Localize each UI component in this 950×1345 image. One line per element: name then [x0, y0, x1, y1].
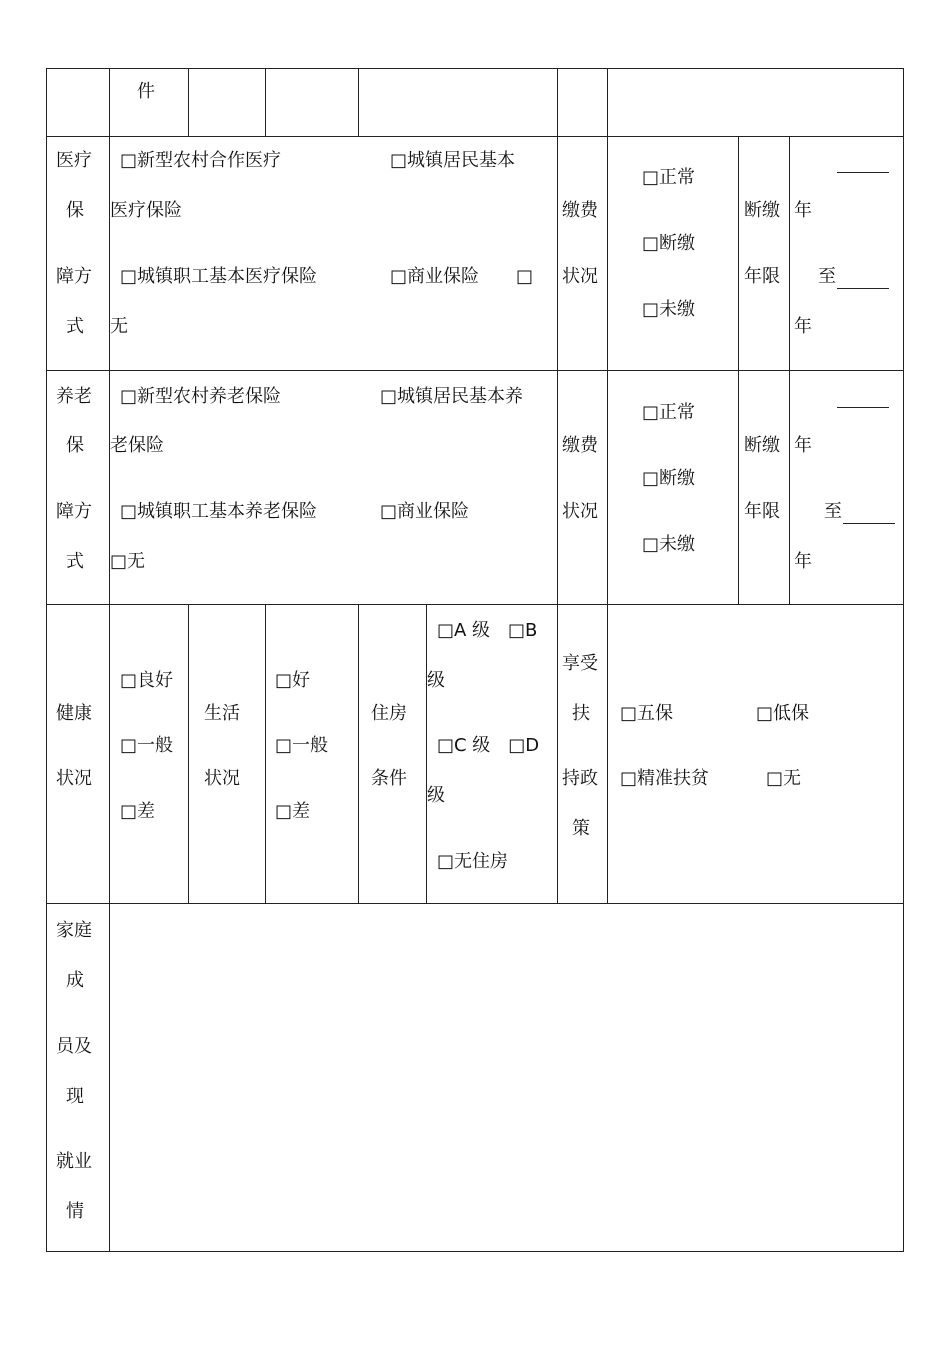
- housing-option-c-d[interactable]: □C 级 □D: [437, 735, 540, 756]
- family-label-line-4: 现: [66, 1086, 84, 1107]
- row1-col-divider: [607, 68, 608, 136]
- housing-wrap-1: 级: [427, 670, 445, 691]
- policy-option-low-income[interactable]: □低保: [756, 703, 810, 724]
- pension-payment-label-2: 状况: [562, 501, 598, 522]
- pension-to: 至: [824, 501, 842, 522]
- border-bottom: [46, 1251, 904, 1252]
- border-left: [46, 68, 47, 1252]
- row1-cell-text: 件: [137, 81, 155, 102]
- border-top: [46, 68, 904, 69]
- housing-option-none[interactable]: □无住房: [437, 851, 509, 872]
- gap-col-divider: [738, 136, 739, 604]
- row4-col-divider: [265, 604, 266, 903]
- housing-label-2: 条件: [371, 768, 407, 789]
- housing-option-a-b[interactable]: □A 级 □B: [437, 620, 538, 641]
- health-option-good[interactable]: □良好: [120, 670, 174, 691]
- medical-option-urban-employee[interactable]: □城镇职工基本医疗保险: [120, 266, 318, 287]
- medical-option-rural-coop[interactable]: □新型农村合作医疗: [120, 150, 282, 171]
- policy-label-3: 持政: [562, 768, 598, 789]
- medical-option-none-text: 无: [110, 316, 128, 337]
- pension-gap-label-2: 年限: [744, 501, 780, 522]
- pension-end-year-blank[interactable]: [843, 523, 895, 524]
- medical-payment-interrupted[interactable]: □断缴: [642, 233, 696, 254]
- policy-label-2: 扶: [572, 703, 590, 724]
- living-option-good[interactable]: □好: [275, 670, 311, 691]
- medical-gap-label-2: 年限: [744, 266, 780, 287]
- pension-payment-normal[interactable]: □正常: [642, 402, 696, 423]
- row1-col-divider: [188, 68, 189, 136]
- health-label-1: 健康: [56, 703, 92, 724]
- family-label-line-2: 成: [66, 970, 84, 991]
- medical-option-wrap-text: 医疗保险: [110, 200, 182, 221]
- row-divider-1: [46, 136, 904, 137]
- payment-col-divider: [607, 136, 608, 604]
- family-info-field[interactable]: [110, 904, 903, 1251]
- medical-year-1: 年: [794, 200, 812, 221]
- living-option-fair[interactable]: □一般: [275, 735, 329, 756]
- pension-option-none[interactable]: □无: [110, 551, 146, 572]
- family-label-line-6: 情: [66, 1201, 84, 1222]
- row-divider-2: [46, 370, 904, 371]
- pension-label-line-4: 式: [66, 551, 84, 572]
- medical-to: 至: [818, 266, 836, 287]
- family-label-line-1: 家庭: [56, 920, 92, 941]
- living-option-poor[interactable]: □差: [275, 801, 311, 822]
- pension-label-line-1: 养老: [56, 386, 92, 407]
- form-table: [46, 68, 904, 1252]
- pension-label-line-3: 障方: [56, 501, 92, 522]
- row4-col-divider: [426, 604, 427, 903]
- row4-col-divider: [188, 604, 189, 903]
- row4-col-divider: [607, 604, 608, 903]
- pension-year-2: 年: [794, 551, 812, 572]
- living-label-2: 状况: [204, 768, 240, 789]
- policy-option-targeted-poverty[interactable]: □精准扶贫: [620, 768, 710, 789]
- pension-option-wrap-text: 老保险: [110, 435, 164, 456]
- medical-payment-label-1: 缴费: [562, 200, 598, 221]
- medical-option-none-checkbox[interactable]: □: [516, 266, 534, 287]
- pension-option-urban-employee[interactable]: □城镇职工基本养老保险: [120, 501, 318, 522]
- medical-option-commercial[interactable]: □商业保险: [390, 266, 480, 287]
- policy-option-five-guarantees[interactable]: □五保: [620, 703, 674, 724]
- living-label-1: 生活: [204, 703, 240, 724]
- row1-col-divider: [358, 68, 359, 136]
- medical-label-line-2: 保: [66, 200, 84, 221]
- health-option-fair[interactable]: □一般: [120, 735, 174, 756]
- pension-option-commercial[interactable]: □商业保险: [380, 501, 470, 522]
- pension-start-year-blank[interactable]: [837, 407, 889, 408]
- pension-label-line-2: 保: [66, 435, 84, 456]
- housing-label-1: 住房: [371, 703, 407, 724]
- medical-payment-unpaid[interactable]: □未缴: [642, 299, 696, 320]
- pension-payment-unpaid[interactable]: □未缴: [642, 534, 696, 555]
- medical-year-2: 年: [794, 316, 812, 337]
- payment-col-divider: [557, 136, 558, 604]
- medical-end-year-blank[interactable]: [837, 288, 889, 289]
- pension-option-rural[interactable]: □新型农村养老保险: [120, 386, 282, 407]
- gap-col-divider: [789, 136, 790, 604]
- medical-option-urban-resident[interactable]: □城镇居民基本: [390, 150, 516, 171]
- policy-option-none[interactable]: □无: [766, 768, 802, 789]
- medical-label-line-3: 障方: [56, 266, 92, 287]
- row4-col-divider: [358, 604, 359, 903]
- medical-start-year-blank[interactable]: [837, 172, 889, 173]
- border-right: [903, 68, 904, 1252]
- row4-col-divider: [557, 604, 558, 903]
- medical-payment-normal[interactable]: □正常: [642, 167, 696, 188]
- pension-payment-label-1: 缴费: [562, 435, 598, 456]
- policy-label-1: 享受: [562, 653, 598, 674]
- family-label-line-5: 就业: [56, 1151, 92, 1172]
- pension-payment-interrupted[interactable]: □断缴: [642, 468, 696, 489]
- family-label-line-3: 员及: [56, 1036, 92, 1057]
- pension-year-1: 年: [794, 435, 812, 456]
- row-divider-3: [46, 604, 904, 605]
- health-label-2: 状况: [56, 768, 92, 789]
- row1-col-divider: [557, 68, 558, 136]
- medical-label-line-4: 式: [66, 316, 84, 337]
- policy-label-4: 策: [572, 818, 590, 839]
- medical-label-line-1: 医疗: [56, 150, 92, 171]
- medical-payment-label-2: 状况: [562, 266, 598, 287]
- medical-gap-label-1: 断缴: [744, 200, 780, 221]
- health-option-poor[interactable]: □差: [120, 801, 156, 822]
- pension-option-urban-resident[interactable]: □城镇居民基本养: [380, 386, 524, 407]
- housing-wrap-2: 级: [427, 785, 445, 806]
- row1-col-divider: [265, 68, 266, 136]
- pension-gap-label-1: 断缴: [744, 435, 780, 456]
